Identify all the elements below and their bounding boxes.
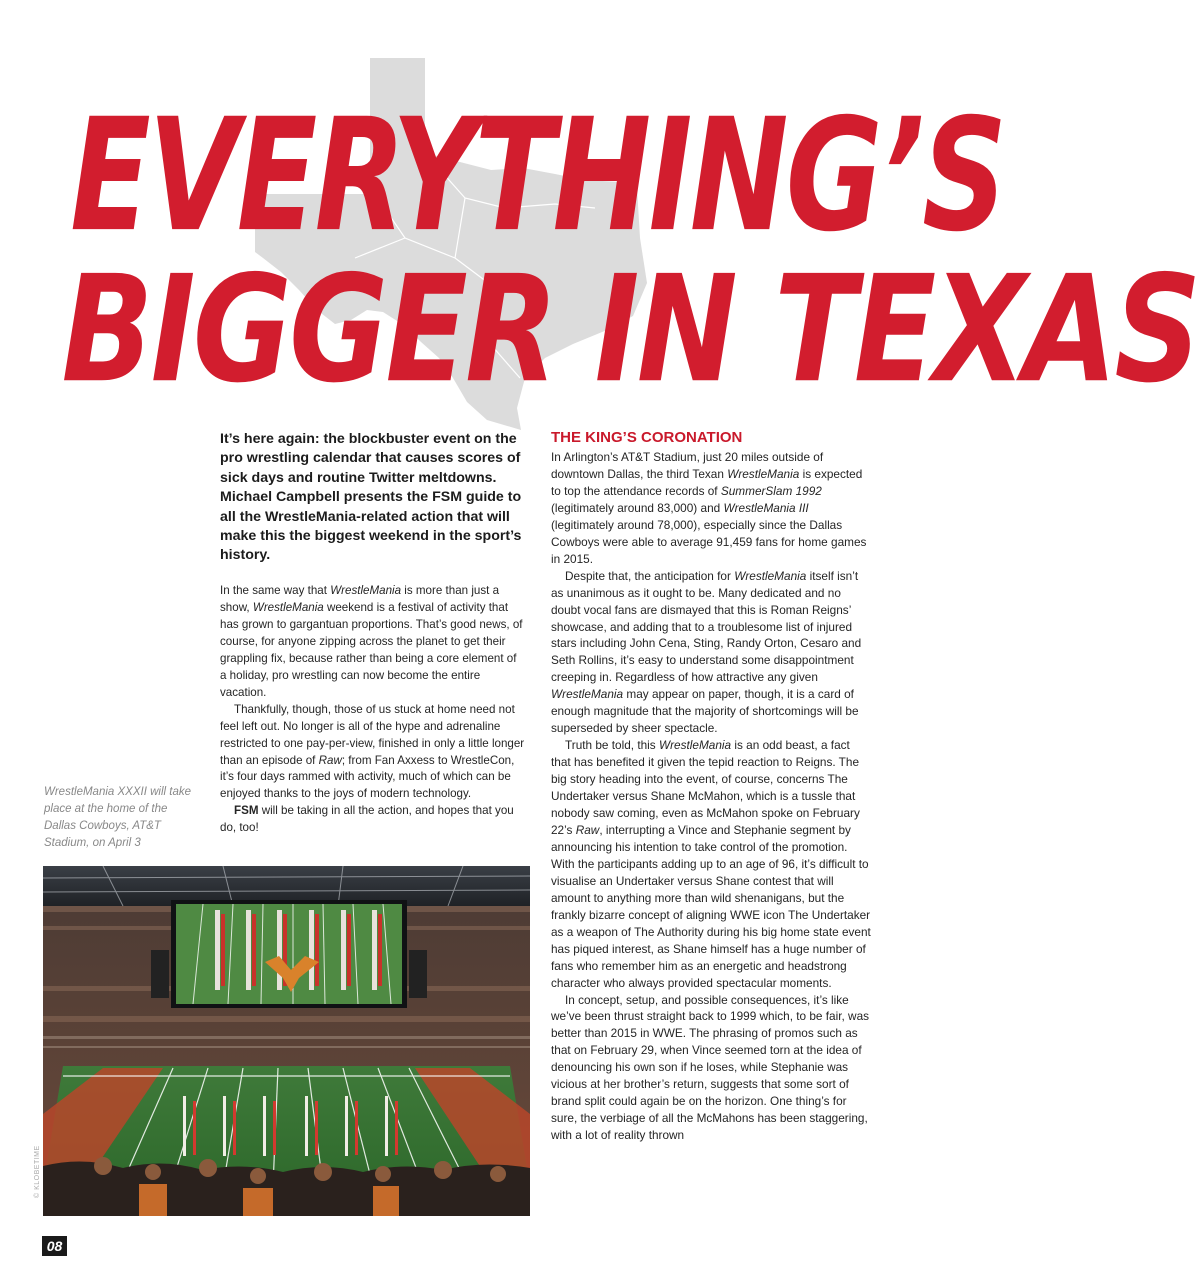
- stadium-photo: [43, 866, 530, 1216]
- italic-title: Raw: [575, 822, 600, 837]
- italic-title: WrestleMania: [551, 687, 624, 702]
- text-run: Thankfully, though, those of us stuck at home need not feel left out. No longer is all of the hype and adrenaline restricted to one pay-per-view, finished in only a little longer than an episode of: [220, 702, 525, 767]
- photo-caption: WrestleMania XXXII will take place at the home of the Dallas Cowboys, AT&T Stadium, on April 3: [44, 786, 191, 849]
- body-paragraph: In concept, setup, and possible consequences, it’s like we’ve been thrust straight back to 1999 which, to be fair, was better than 2015 in WWE. The phrasing of promos such as that on February 29, when Vince seemed torn at the idea of denouncing his own son if he loses, while Stephanie was vicious at her brother’s return, suggests that some sort of brand split could again be on the horizon. One thing’s for sure, the verbiage of all the McMahons has been staggering, with a lot of reality thrown: [551, 992, 870, 1143]
- italic-title: WrestleMania: [658, 738, 732, 753]
- italic-title: WrestleMania: [330, 584, 402, 597]
- magazine-name: FSM: [234, 804, 259, 818]
- body-paragraph: [551, 737, 871, 991]
- author-name: Michael Campbell: [220, 489, 340, 506]
- text-run: (legitimately around 83,000) and: [551, 500, 724, 515]
- text-run: In Arlington’s AT&T Stadium, just 20 miles outside of downtown Dallas, the third Texan: [551, 450, 824, 481]
- text-run: itself isn’t as unanimous as it ought to be. Many dedicated and no doubt vocal fans are dismayed that this is Roman Reigns’ showcase, and adding that to a troublesome list of injured stars including John Cena, Sting, Randy Orton, Cesaro and Seth Rollins, it’s easy to understand some disappointment creeping in. Regardless of how attractive any given: [551, 568, 862, 685]
- text-run: is an odd beast, a fact that has benefited it given the tepid reaction to Reigns. The big story heading into the event, of course, concerns The Undertaker versus Shane McMahon, which is a tussle that nobody saw coming, even as McMahon spoke on February 22’s: [551, 738, 860, 837]
- article-column-2: [551, 449, 871, 1144]
- text-run: ; from Fan Axxess to WrestleCon, it’s four days rammed with activity, much of which can be enjoyed thanks to the joys of modern technology.: [220, 753, 515, 801]
- italic-title: SummerSlam 1992: [720, 483, 822, 498]
- italic-title: Raw: [318, 753, 342, 767]
- text-run: Despite that, the anticipation for: [565, 568, 735, 583]
- article-column-1: [220, 583, 525, 837]
- body-paragraph: [220, 803, 525, 837]
- text-run: , interrupting a Vince and Stephanie segment by announcing his intention to take control of the promotion. With the participants adding up to an age of 96, it’s difficult to visualise an Undertaker versus Shane contest that will amount to anything more than wild shenanigans, but the frankly bizarre concept of aligning WWE icon The Undertaker as a weapon of The Authority during his big home state event has piqued interest, as Shane himself has a huge number of fans who remember him as an energetic and headstrong character who always provided spectacular moments.: [551, 822, 871, 990]
- standfirst: [220, 430, 530, 566]
- text-run: will be taking in all the action, and hopes that you do, too!: [220, 804, 514, 835]
- standfirst-text: presents the: [339, 489, 433, 506]
- section-heading: THE KING’S CORONATION: [551, 429, 743, 446]
- italic-title: WrestleMania III: [723, 500, 809, 515]
- photo-credit: © KLOBETIME: [34, 1145, 41, 1198]
- standfirst-text: It’s here again: the blockbuster event on the pro wrestling calendar that causes scores of sick days and routine Twitter meltdowns.: [220, 431, 521, 486]
- magazine-name: FSM: [432, 489, 463, 506]
- text-run: Truth be told, this: [565, 738, 659, 753]
- text-run: (legitimately around 78,000), especially since the Dallas Cowboys were able to average 91,459 fans for home games in 2015.: [551, 517, 867, 566]
- text-run: weekend is a festival of activity that has grown to gargantuan proportions. That’s good news, of course, for anyone zipping across the planet to get their grappling fix, because rather than being a core element of a holiday, pro wrestling can now become the entire vacation.: [220, 600, 523, 699]
- body-paragraph: [220, 702, 525, 804]
- text-run: In the same way that: [220, 584, 331, 597]
- text-run: is more than just a show,: [220, 584, 500, 614]
- italic-title: WrestleMania: [252, 600, 324, 614]
- italic-title: WrestleMania: [727, 466, 800, 481]
- text-run: may appear on paper, though, it is a card of enough magnitude that the majority of shortcomings will be superseded by sheer spectacle.: [551, 687, 859, 736]
- body-paragraph: [220, 583, 525, 702]
- headline-line-2: BIGGER IN TEXAS: [61, 243, 1199, 416]
- standfirst-text: guide to all the WrestleMania-related action that will make this the biggest weekend in the sport’s history.: [220, 489, 522, 564]
- body-paragraph: [551, 449, 871, 568]
- text-run: is expected to top the attendance records of: [551, 466, 863, 498]
- italic-title: WrestleMania: [734, 568, 807, 583]
- headline-line-1: EVERYTHING’S: [70, 85, 1005, 267]
- page-number: 08: [42, 1236, 67, 1256]
- body-paragraph: [551, 568, 871, 738]
